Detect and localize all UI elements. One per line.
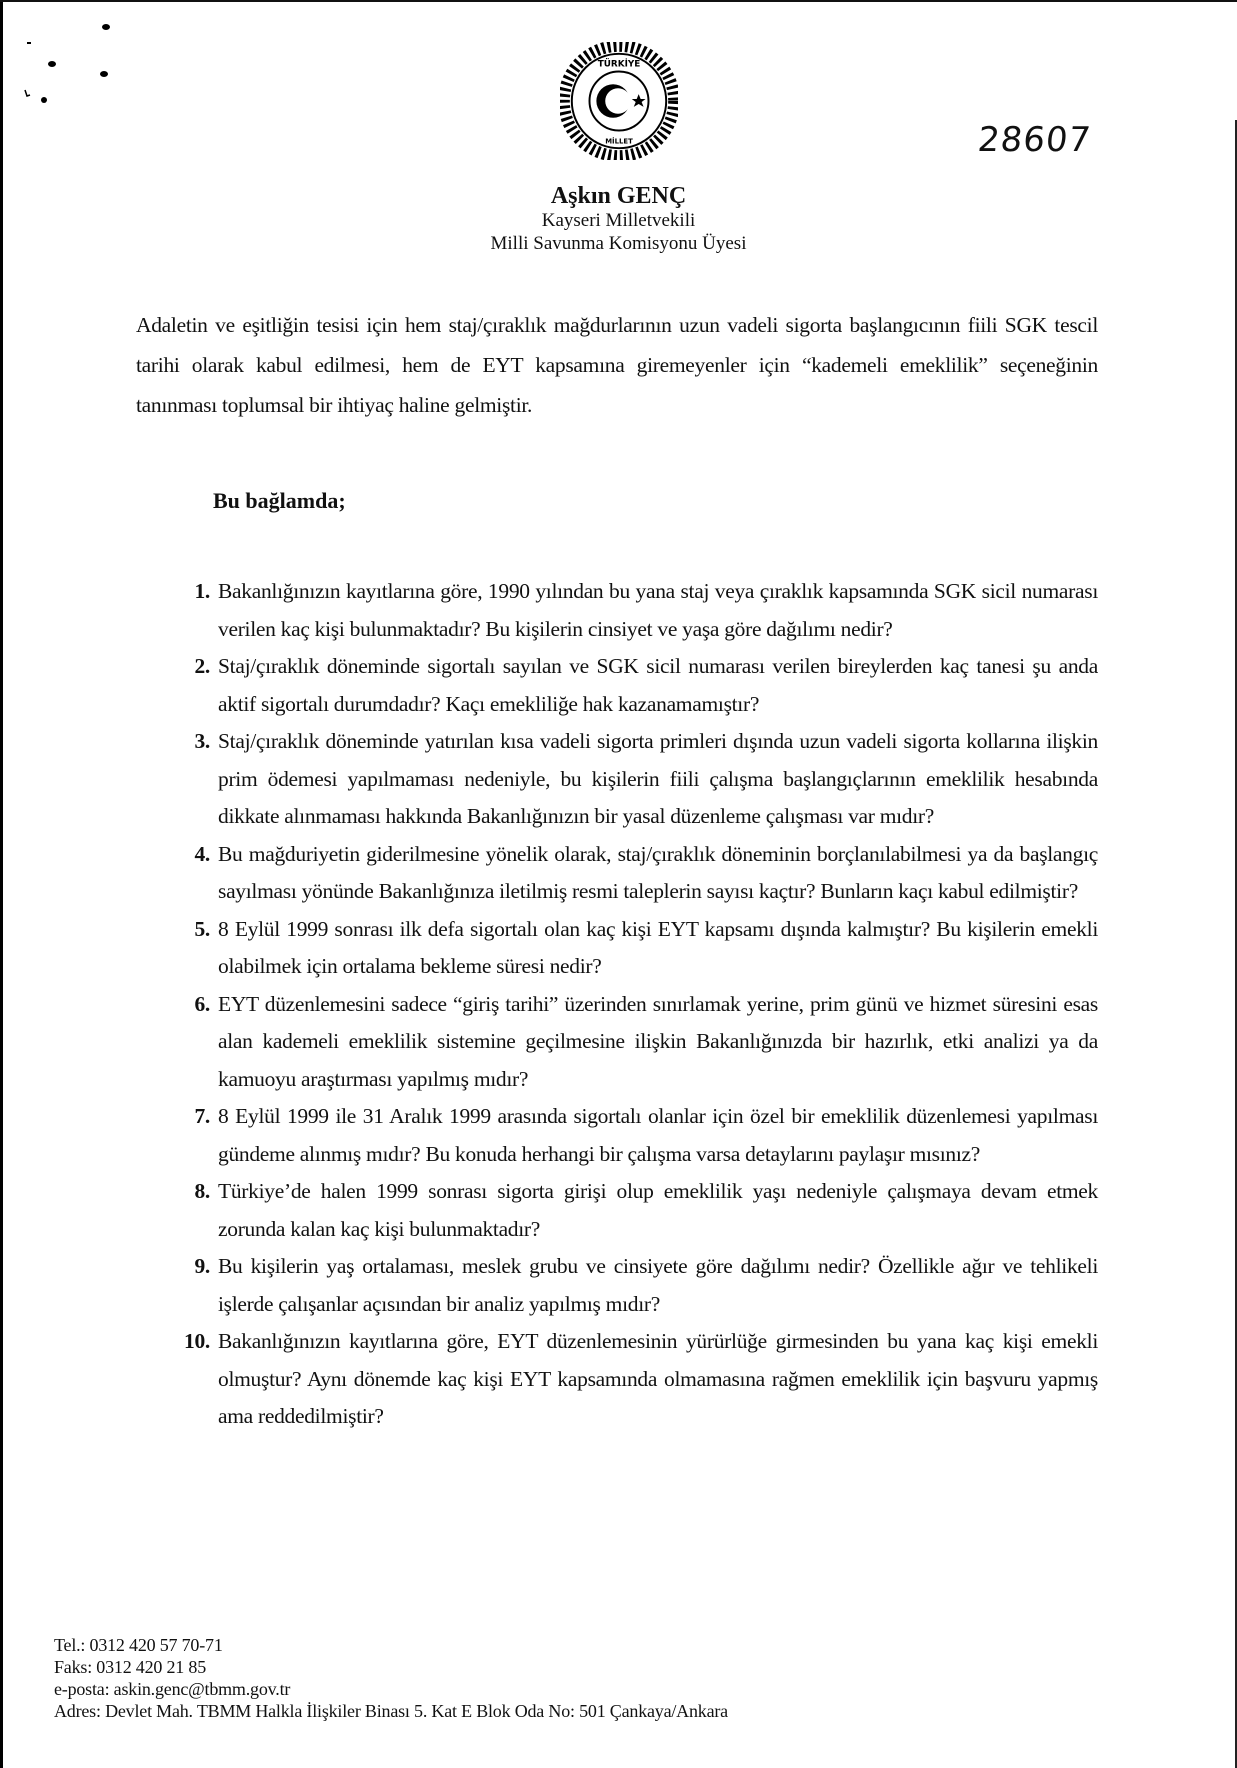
question-item [176, 1173, 1098, 1248]
question-item [176, 1323, 1098, 1436]
handwritten-document-number: 28607 [975, 120, 1094, 160]
mp-committee: Milli Savunma Komisyonu Üyesi [490, 233, 747, 254]
footer-fax: Faks: 0312 420 21 85 [54, 1657, 207, 1677]
question-number: 1. [194, 579, 210, 603]
contact-footer [54, 1634, 728, 1722]
question-number: 4. [194, 841, 210, 866]
question-number: 9. [194, 1254, 210, 1278]
mp-constituency: Kayseri Milletvekili [541, 210, 696, 231]
question-item [176, 986, 1098, 1099]
question-number: 6. [194, 991, 210, 1016]
question-number: 8. [194, 1179, 210, 1203]
question-item [176, 648, 1098, 723]
tbmm-emblem-icon [560, 42, 678, 160]
question-text: Bakanlığınızın kayıtlarına göre, EYT düzenlemesinin yürürlüğe girmesinden bu yana kaç kişi emekli olmuştur? Aynı dönemde kaç kişi EYT kapsamında olmamasına rağmen emeklilik için başvuru yapmış ama reddedilmiştir? [218, 1329, 1098, 1428]
scan-edge-top [0, 0, 1237, 2]
question-text: 8 Eylül 1999 ile 31 Aralık 1999 arasında sigortalı olanlar için özel bir emeklilik düzenlemesi yapılması gündeme alınmış mıdır? Bu konuda herhangi bir çalışma varsa detaylarını paylaşır mısınız? [218, 1104, 1098, 1166]
svg-text:MİLLET: MİLLET [605, 137, 633, 146]
question-number: 2. [194, 654, 210, 678]
scan-specks [0, 0, 160, 120]
question-text: EYT düzenlemesini sadece “giriş tarihi” üzerinden sınırlamak yerine, prim günü ve hizmet süresini esas alan kademeli emeklilik sistemine geçilmesine ilişkin Bakanlığınızda bir hazırlık, etki analizi ya da kamuoyu araştırması yapılmış mıdır? [218, 991, 1098, 1091]
question-text: 8 Eylül 1999 sonrası ilk defa sigortalı olan kaç kişi EYT kapsamı dışında kalmıştır? Bu kişilerin emekli olabilmek için ortalama bekleme süresi nedir? [218, 916, 1098, 978]
question-item [176, 723, 1098, 836]
question-text: Bakanlığınızın kayıtlarına göre, 1990 yılından bu yana staj veya çıraklık kapsamında SGK sicil numarası verilen kaç kişi bulunmaktadır? Bu kişilerin cinsiyet ve yaşa göre dağılımı nedir? [218, 579, 1098, 641]
question-number: 3. [194, 729, 210, 753]
question-number: 7. [194, 1104, 210, 1128]
letterhead [0, 183, 1237, 255]
scan-edge-left [0, 0, 3, 1768]
question-item [176, 836, 1098, 911]
question-number: 5. [194, 916, 210, 941]
svg-text:TÜRKİYE: TÜRKİYE [597, 59, 641, 70]
question-item [176, 1248, 1098, 1323]
question-text: Staj/çıraklık döneminde yatırılan kısa vadeli sigorta primleri dışında uzun vadeli sigorta kollarına ilişkin prim ödemesi yapılmaması nedeniyle, bu kişilerin fiili çalışma başlangıçlarının emeklilik hesabında dikkate alınmaması hakkında Bakanlığınızın bir yasal düzenleme çalışması var mıdır? [218, 729, 1098, 828]
question-item [176, 573, 1098, 648]
question-text: Türkiye’de halen 1999 sonrası sigorta girişi olup emeklilik yaşı nedeniyle çalışmaya devam etmek zorunda kalan kaç kişi bulunmaktadır? [218, 1179, 1098, 1241]
question-list [176, 573, 1098, 1436]
footer-email: e-posta: askin.genc@tbmm.gov.tr [54, 1679, 291, 1699]
question-text: Bu kişilerin yaş ortalaması, meslek grubu ve cinsiyete göre dağılımı nedir? Özellikle ağır ve tehlikeli işlerde çalışanlar açısından bir analiz yapılmış mıdır? [218, 1254, 1098, 1316]
question-item [176, 1098, 1098, 1173]
intro-paragraph: Adaletin ve eşitliğin tesisi için hem staj/çıraklık mağdurlarının uzun vadeli sigorta başlangıcının fiili SGK tescil tarihi olarak kabul edilmesi, hem de EYT kapsamına giremeyenler için “kademeli emeklilik” seçeneğinin tanınması toplumsal bir ihtiyaç haline gelmiştir. [136, 313, 1098, 417]
footer-address: Adres: Devlet Mah. TBMM Halkla İlişkiler Binası 5. Kat E Blok Oda No: 501 Çankaya/Ankara [54, 1701, 728, 1721]
question-item [176, 911, 1098, 986]
mp-name: Aşkın GENÇ [550, 183, 687, 209]
question-number: 10. [184, 1329, 210, 1353]
question-text: Staj/çıraklık döneminde sigortalı sayılan ve SGK sicil numarası verilen bireylerden kaç tanesi şu anda aktif sigortalı durumdadır? Kaçı emekliliğe hak kazanamamıştır? [218, 654, 1098, 716]
section-title: Bu bağlamda; [213, 488, 346, 513]
footer-phone: Tel.: 0312 420 57 70-71 [54, 1635, 223, 1655]
question-text: Bu mağduriyetin giderilmesine yönelik olarak, staj/çıraklık döneminin borçlanılabilmesi ya da başlangıç sayılması yönünde Bakanlığınıza iletilmiş resmi taleplerin sayısı kaçtır? Bunların kaçı kabul edilmiştir? [218, 841, 1098, 903]
